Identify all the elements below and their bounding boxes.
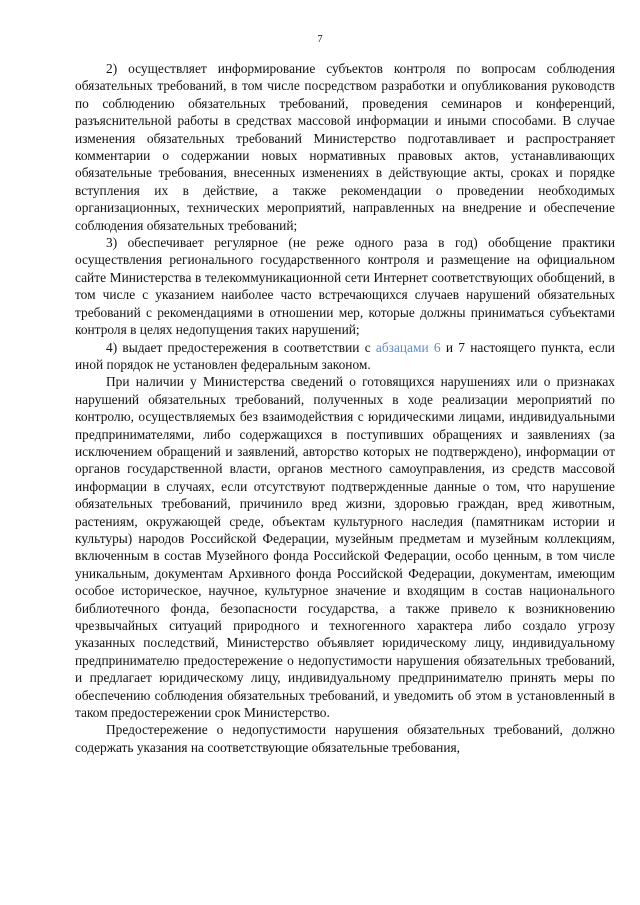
document-body — [75, 60, 615, 756]
paragraph-warning-content: Предостережение о недопустимости нарушения обязательных требований, должно содержать указания на соответствующие обязательные требования, — [75, 722, 615, 755]
paragraph-6-link[interactable]: абзацами 6 — [375, 339, 441, 355]
paragraph-item-4-start: 4) выдает предостережения в соответствии с — [106, 339, 376, 355]
paragraph-warning-conditions: При наличии у Министерства сведений о готовящихся нарушениях или о признаках нарушений обязательных требований, полученных в ходе реализации мероприятий по контролю, осуществляемых без взаимодействия с юридическими лицами, индивидуальными предпринимателями, либо содержащихся в поступивших обращениях и заявлениях (за исключением обращений и заявлений, авторство которых не подтверждено), информации от органов государственной власти, органов местного самоуправления, из средств массовой информации в случаях, если отсутствуют подтвержденные данные о том, что нарушение обязательных требований, причинило вред жизни, здоровью граждан, вред животным, растениям, окружающей среде, объектам культурного наследия (памятникам истории и культуры) народов Российской Федерации, музейным предметам и музейным коллекциям, включенным в состав Музейного фонда Российской Федерации, особо ценным, в том числе уникальным, документам Архивного фонда Российской Федерации, документам, имеющим особое историческое, научное, культурное значение и входящим в состав национального библиотечного фонда, безопасности государства, а также привело к возникновению чрезвычайных ситуаций природного и техногенного характера либо создало угрозу указанных последствий, Министерство объявляет юридическому лицу, индивидуальному предпринимателю предостережение о недопустимости нарушения обязательных требований, и предлагает юридическому лицу, индивидуальному предпринимателю принять меры по обеспечению соблюдения обязательных требований, и уведомить об этом в установленный в таком предостережении срок Министерство. — [75, 374, 615, 721]
page-number: 7 — [317, 34, 323, 45]
paragraph-item-4-end: и 7 настоящего пункта, если иной порядок не установлен федеральным законом. — [75, 339, 615, 372]
paragraph-item-3: 3) обеспечивает регулярное (не реже одного раза в год) обобщение практики осуществления регионального государственного контроля и размещение на официальном сайте Министерства в телекоммуникационной сети Интернет соответствующих обобщений, в том числе с указанием наиболее часто встречающихся случаев нарушений обязательных требований с рекомендациями в отношении мер, которые должны приниматься субъектами контроля в целях недопущения таких нарушений; — [75, 235, 615, 338]
paragraph-item-2: 2) осуществляет информирование субъектов контроля по вопросам соблюдения обязательных требований, в том числе посредством разработки и опубликования руководств по соблюдению обязательных требований, проведения семинаров и конференций, разъяснительной работы в средствах массовой информации и иными способами. В случае изменения обязательных требований Министерство подготавливает и распространяет комментарии о содержании новых нормативных правовых актов, устанавливающих обязательные требования, внесенных изменениях в действующие акты, сроках и порядке вступления их в действие, а также рекомендации о проведении необходимых организационных, технических мероприятий, направленных на внедрение и обеспечение соблюдения обязательных требований; — [75, 61, 615, 233]
paragraph-item-4 — [75, 339, 615, 374]
